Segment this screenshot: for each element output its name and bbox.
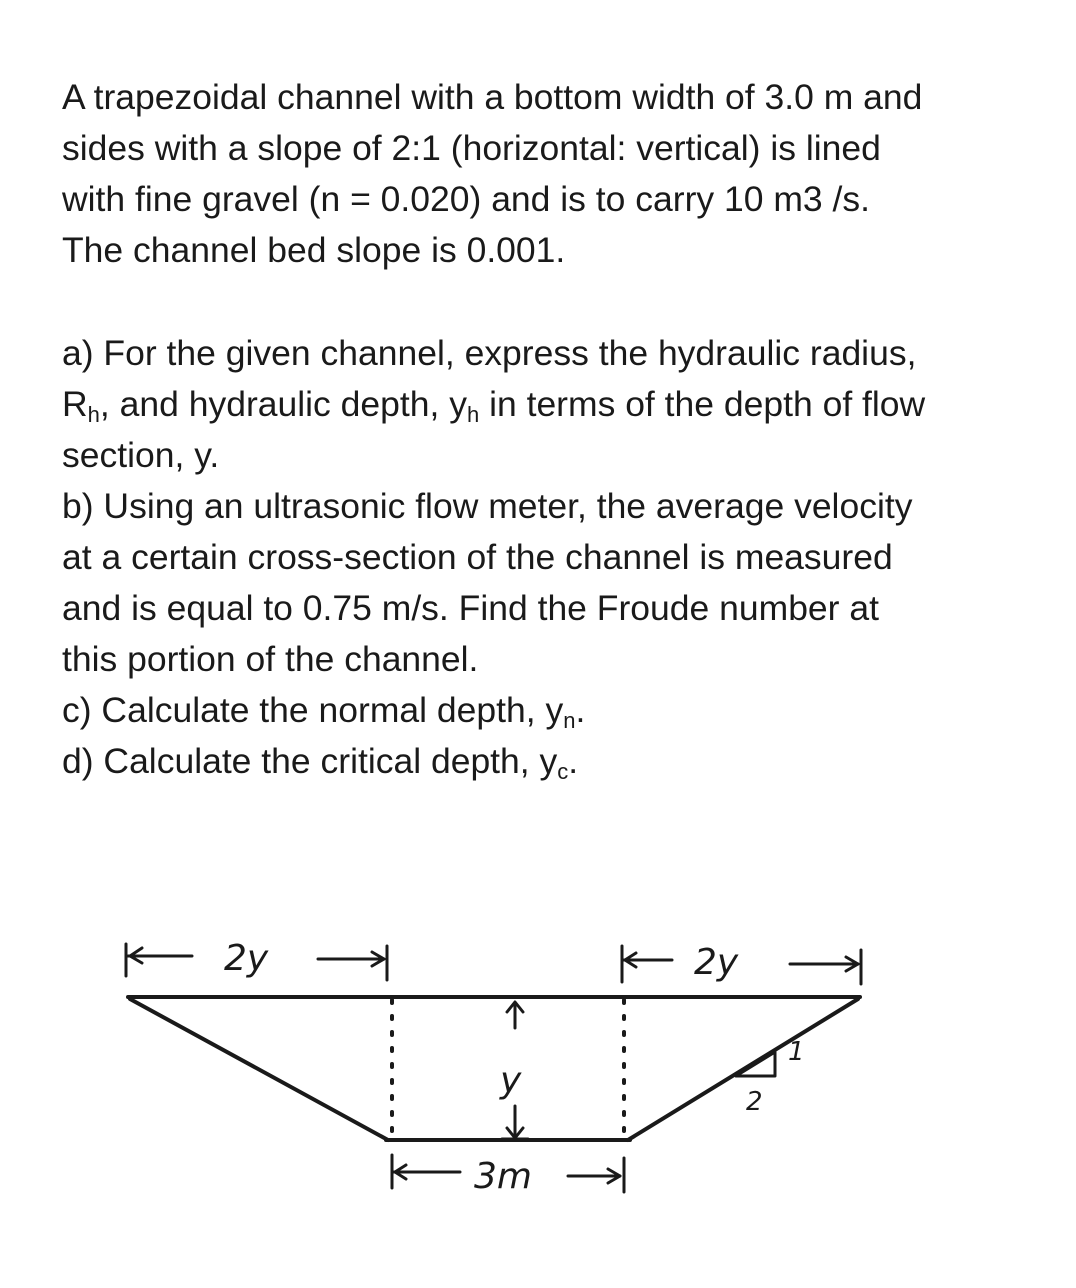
- question-a-line-1: a) For the given channel, express the hydraulic radius,: [62, 333, 917, 373]
- statement-line-3: with fine gravel (n = 0.020) and is to carry 10 m3 /s.: [62, 179, 871, 219]
- slope-triangle: [736, 1052, 775, 1076]
- statement-line-4: The channel bed slope is 0.001.: [62, 230, 566, 270]
- slope-vertical-label: 1: [788, 1037, 805, 1067]
- statement-line-1: A trapezoidal channel with a bottom width of 3.0 m and: [62, 77, 923, 117]
- hydraulic-radius-symbol: R: [62, 384, 88, 424]
- right-top-label: 2y: [694, 942, 739, 983]
- question-b-line-4: this portion of the channel.: [62, 639, 479, 679]
- question-d: [62, 736, 1032, 787]
- trapezoidal-channel-diagram: [0, 900, 1076, 1220]
- bottom-label: 3m: [474, 1156, 532, 1197]
- question-b-line-1: b) Using an ultrasonic flow meter, the average velocity: [62, 486, 913, 526]
- question-c: [62, 685, 1032, 736]
- hydraulic-radius-subscript: h: [87, 402, 100, 427]
- right-side-slope: [628, 999, 858, 1140]
- question-a-line-2: [62, 379, 1032, 430]
- question-c-end: .: [575, 690, 586, 730]
- normal-depth-subscript: n: [563, 708, 576, 733]
- depth-label: y: [500, 1060, 522, 1101]
- hydraulic-depth-subscript: h: [466, 402, 480, 427]
- critical-depth-subscript: c: [557, 759, 569, 784]
- question-c-text: c) Calculate the normal depth, y: [62, 690, 564, 730]
- question-a-line-3: section, y.: [62, 435, 220, 475]
- statement-line-2: sides with a slope of 2:1 (horizontal: vertical) is lined: [62, 128, 881, 168]
- slope-horizontal-label: 2: [746, 1087, 763, 1117]
- question-d-end: .: [568, 741, 579, 781]
- question-a-tail: in terms of the depth of flow: [479, 384, 926, 424]
- problem-statement: [62, 72, 1032, 276]
- question-b-line-2: at a certain cross-section of the channel is measured: [62, 537, 893, 577]
- left-top-label: 2y: [224, 938, 269, 979]
- question-d-text: d) Calculate the critical depth, y: [62, 741, 558, 781]
- question-a-mid: , and hydraulic depth, y: [99, 384, 467, 424]
- question-list: [62, 328, 1032, 787]
- left-side-slope: [130, 999, 388, 1140]
- question-b-line-3: and is equal to 0.75 m/s. Find the Froude number at: [62, 588, 879, 628]
